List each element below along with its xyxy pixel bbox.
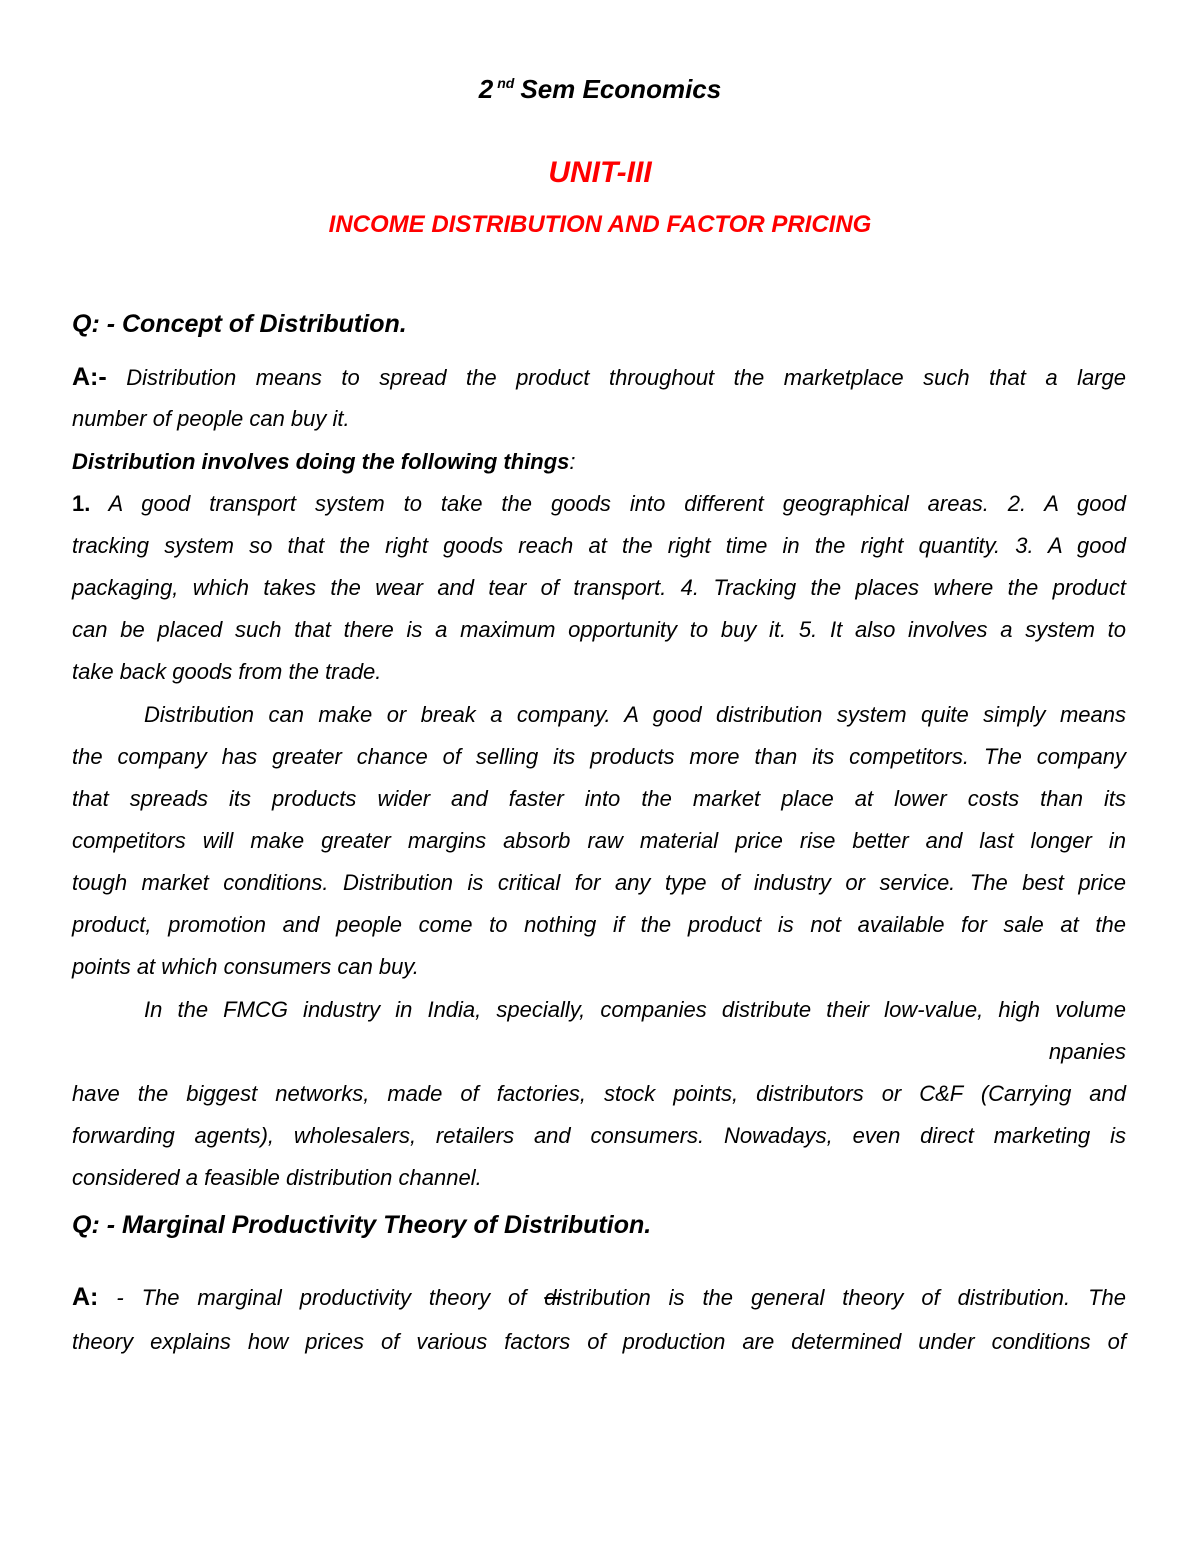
para2-line-1: In the FMCG industry in India, specially, companies distribute their low-value, high volume: [144, 997, 1126, 1022]
course-superscript: nd: [497, 75, 515, 92]
para1-line-7: points at which consumers can buy.: [72, 954, 419, 979]
list-text-1: A good transport system to take the goods into different geographical areas. 2. A good: [108, 491, 1126, 516]
para2-fragment: npanies: [1048, 1039, 1126, 1064]
para1-line-5: tough market conditions. Distribution is critical for any type of industry or service. The best price: [72, 870, 1126, 895]
answer2-line-2: theory explains how prices of various factors of production are determined under conditions of: [72, 1329, 1126, 1354]
course-number: 2: [478, 74, 494, 104]
involves-heading-bold: Distribution involves doing the following things: [72, 449, 570, 474]
involves-heading: [72, 447, 576, 477]
answer2-line-1: [72, 1282, 1126, 1313]
list-line-3: packaging, which takes the wear and tear of transport. 4. Tracking the places where the product: [72, 575, 1126, 600]
para1-line-1: Distribution can make or break a company. A good distribution system quite simply means: [144, 702, 1126, 727]
course-title: [0, 74, 1200, 104]
para2-line-5: considered a feasible distribution channel.: [72, 1165, 482, 1190]
course-title-rest: Sem Economics: [520, 74, 722, 104]
unit-subtitle: INCOME DISTRIBUTION AND FACTOR PRICING: [328, 211, 872, 238]
answer2-pre: - The marginal productivity theory of: [116, 1285, 545, 1310]
question-concept-of-distribution: Q: - Concept of Distribution.: [72, 310, 407, 338]
list-line-1: [72, 489, 1126, 519]
answer-line-2: number of people can buy it.: [72, 406, 350, 431]
answer-label: A:-: [72, 363, 107, 391]
unit-label: UNIT-III: [548, 156, 652, 189]
list-line-2: tracking system so that the right goods reach at the right time in the right quantity. 3. A good: [72, 533, 1126, 558]
list-line-4: can be placed such that there is a maximum opportunity to buy it. 5. It also involves a system to: [72, 617, 1126, 642]
answer2-post: stribution is the general theory of distribution. The: [561, 1285, 1126, 1310]
list-line-5: take back goods from the trade.: [72, 659, 382, 684]
answer-text-1: Distribution means to spread the product throughout the marketplace such that a large: [126, 365, 1126, 390]
para1-line-2: the company has greater chance of selling its products more than its competitors. The company: [72, 744, 1126, 769]
list-number: 1.: [72, 491, 91, 516]
para1-line-4: competitors will make greater margins absorb raw material price rise better and last longer in: [72, 828, 1126, 853]
para1-line-3: that spreads its products wider and faster into the market place at lower costs than its: [72, 786, 1126, 811]
involves-heading-colon: :: [569, 449, 576, 474]
answer-line-1: [72, 362, 1126, 393]
para1-line-6: product, promotion and people come to nothing if the product is not available for sale at the: [72, 912, 1126, 937]
para2-line-4: forwarding agents), wholesalers, retailers and consumers. Nowadays, even direct marketing is: [72, 1123, 1126, 1148]
para2-line-3: have the biggest networks, made of factories, stock points, distributors or C&F (Carrying and: [72, 1081, 1126, 1106]
question-marginal-productivity: Q: - Marginal Productivity Theory of Distribution.: [72, 1211, 652, 1239]
answer2-strike: di: [544, 1285, 562, 1310]
answer2-label: A:: [72, 1283, 99, 1311]
